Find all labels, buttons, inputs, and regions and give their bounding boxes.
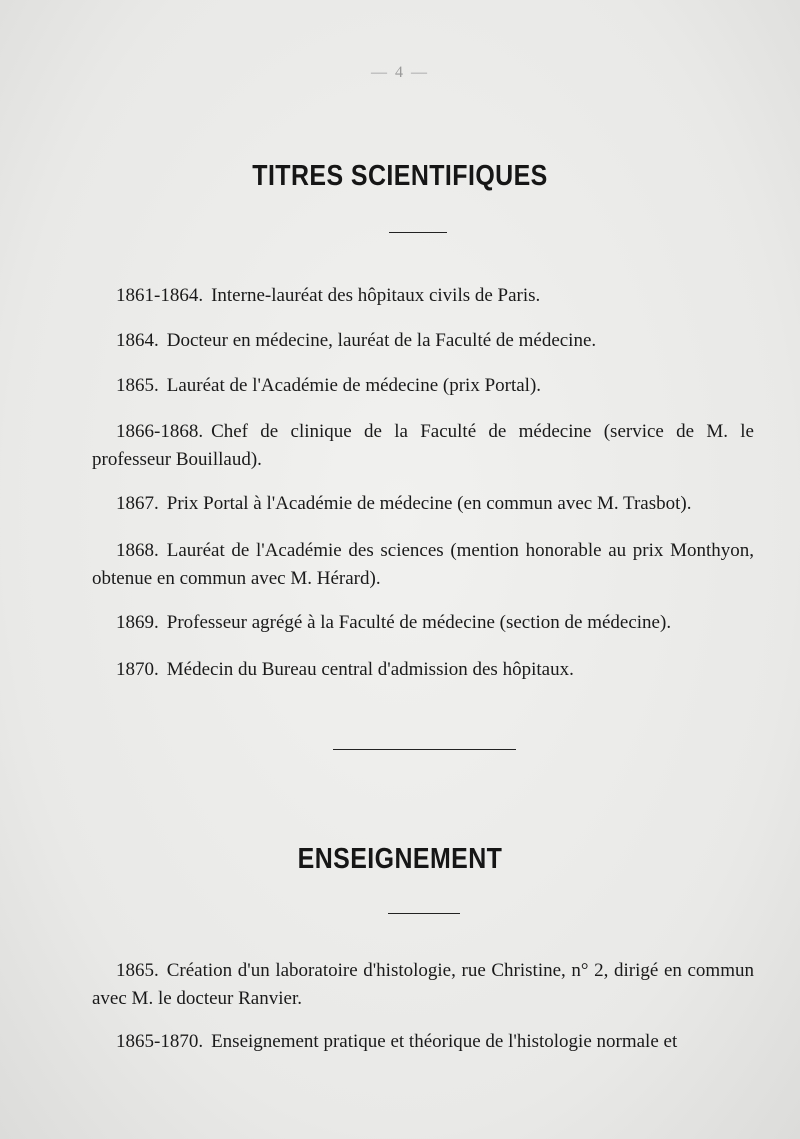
entry-year: 1869. (116, 612, 159, 633)
section-title-titres: TITRES SCIENTIFIQUES (252, 160, 548, 192)
entry-year: 1867. (116, 493, 159, 514)
section-divider-rule (333, 749, 516, 750)
entry-year: 1865. (116, 375, 159, 396)
enseignement-entry (92, 957, 754, 1013)
entry-year: 1864. (116, 330, 159, 351)
entry-text: Chef de clinique de la Faculté de médecine (service de M. le professeur Bouillaud). (92, 421, 754, 470)
entry-text: Lauréat de l'Académie de médecine (prix Portal). (166, 375, 542, 396)
section-title-enseignement: ENSEIGNEMENT (297, 843, 503, 875)
entry-year: 1870. (116, 659, 159, 680)
entry-year: 1866-1868. (116, 421, 204, 442)
entry-text: Création d'un laboratoire d'histologie, rue Christine, n° 2, dirigé en commun avec M. le docteur Ranvier. (92, 960, 754, 1009)
entry-year: 1861-1864. (116, 285, 204, 306)
titres-entry (92, 418, 754, 474)
title-underline-rule (389, 232, 447, 233)
entry-year: 1865. (116, 960, 159, 981)
entry-text: Médecin du Bureau central d'admission des hôpitaux. (166, 659, 574, 680)
entry-text: Docteur en médecine, lauréat de la Faculté de médecine. (166, 330, 597, 351)
entry-text: Enseignement pratique et théorique de l'histologie normale et (211, 1031, 678, 1052)
titres-entry (92, 609, 754, 637)
titres-entry (92, 327, 754, 355)
titres-entry (92, 656, 754, 684)
titres-entry (92, 372, 754, 400)
page-number: — 4 — (371, 64, 429, 81)
entry-text: Lauréat de l'Académie des sciences (mention honorable au prix Monthyon, obtenue en commun avec M. Hérard). (92, 540, 754, 589)
entry-year: 1865-1870. (116, 1031, 204, 1052)
enseignement-entry (92, 1028, 754, 1056)
entry-year: 1868. (116, 540, 159, 561)
entry-text: Interne-lauréat des hôpitaux civils de Paris. (211, 285, 541, 306)
titres-entry (92, 490, 754, 518)
entry-text: Prix Portal à l'Académie de médecine (en commun avec M. Trasbot). (166, 493, 692, 514)
title-underline-rule (388, 913, 460, 914)
entry-text: Professeur agrégé à la Faculté de médecine (section de médecine). (166, 612, 672, 633)
titres-entry (92, 537, 754, 593)
titres-entry (92, 282, 754, 310)
